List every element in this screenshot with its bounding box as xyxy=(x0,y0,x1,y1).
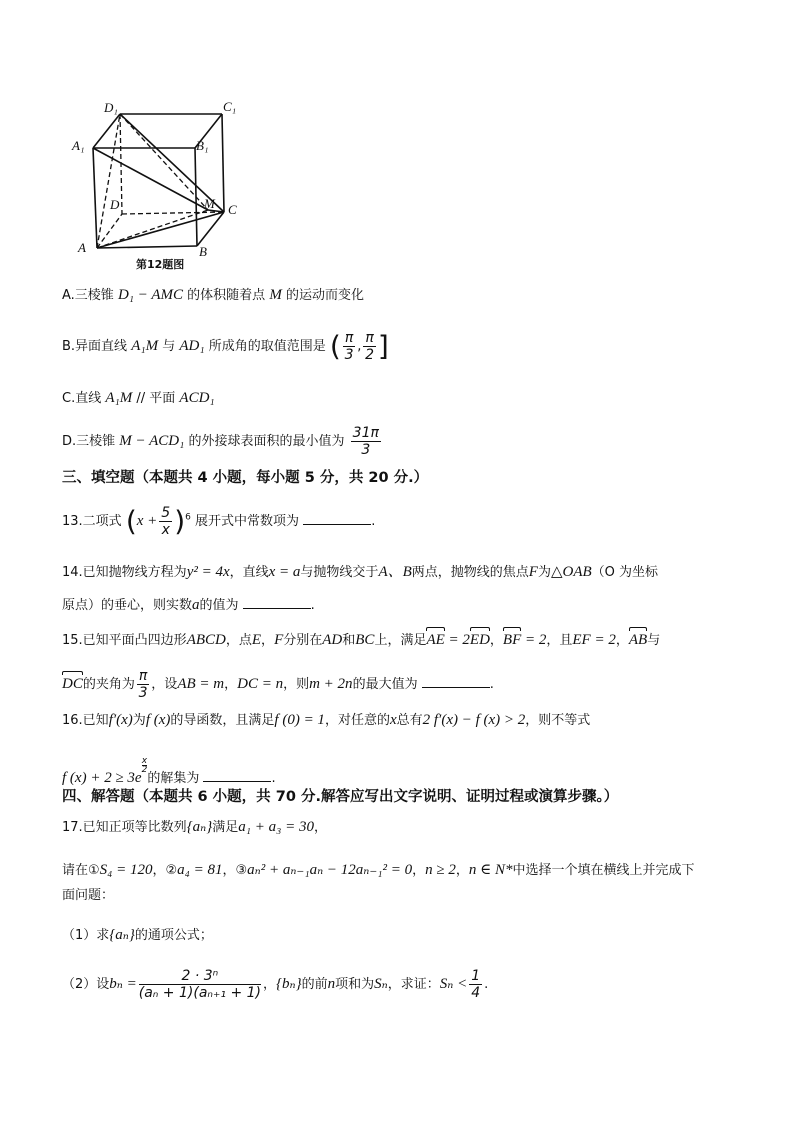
question-17-part-1: （1）求{aₙ}的通项公式； xyxy=(62,927,213,943)
question-15-line-2: DC的夹角为 $\frac{\pi}{3}$ ，设AB = m，DC = n，则m + 2n的最大值为 . xyxy=(62,668,494,701)
q12-option-a: A.三棱锥 D₁ − AMC 的体积随着点 M 的运动而变化 xyxy=(62,287,364,303)
question-17-line-1: 17.已知正项等比数列{aₙ}满足a₁ + a₃ = 30， xyxy=(62,819,327,835)
question-17-line-3: 面问题： xyxy=(62,888,115,903)
question-17-part-2: （2）设bₙ = $\frac{\text{2 · 3ⁿ}}{\text{(aₙ + 1)(aₙ₊₁ + 1)}}$ ，{bₙ}的前n项和为Sₙ，求证：Sₙ < $\frac{1}{4}$ . xyxy=(62,968,489,1001)
question-17-line-2: 请在①S₄ = 120，②a₄ = 81，③aₙ² + aₙ₋₁aₙ − 12aₙ₋₁² = 0，n ≥ 2，n ∈ N*中选择一个填在横线上并完成下 xyxy=(62,862,695,878)
q12-option-c: C.直线 A₁M // 平面 ACD₁ xyxy=(62,390,215,406)
cube-figure xyxy=(60,96,250,276)
fraction-pi-3: $\frac{\pi}{3}$ xyxy=(344,330,354,363)
q12-option-d: D.三棱锥 M − ACD₁ 的外接球表面积的最小值为 $\frac{31\pi}{3}$ xyxy=(62,425,379,458)
question-14-line-2: 原点）的垂心，则实数a的值为 . xyxy=(62,594,315,616)
answer-blank-16[interactable] xyxy=(203,767,271,782)
figure-caption: 第12题图 xyxy=(136,258,185,271)
question-15-line-1: 15.已知平面凸四边形ABCD，点E，F分别在AD和BC上，满足AE = 2ED，BF = 2，且EF = 2，AB与 xyxy=(62,632,661,648)
label-D: D xyxy=(110,197,120,212)
section-answer-title: 四、解答题（本题共 6 小题，共 70 分.解答应写出文字说明、证明过程或演算步骤。） xyxy=(62,789,619,805)
question-14-line-1: 14.已知抛物线方程为y² = 4x，直线x = a与抛物线交于A、B两点，抛物线的焦点F为△OAB（O 为坐标 xyxy=(62,564,659,580)
label-B: B xyxy=(199,244,207,259)
question-16-line-1: 16.已知f′(x)为f (x)的导函数，且满足f (0) = 1，对任意的x总有2 f′(x) − f (x) > 2，则不等式 xyxy=(62,712,591,728)
answer-blank-15[interactable] xyxy=(422,673,490,688)
label-D1: D₁ xyxy=(104,100,118,115)
label-M: M xyxy=(204,196,215,211)
question-16-line-2: f (x) + 2 ≥ 3e $^{\frac{x}{2}}$ 的解集为 . xyxy=(62,756,276,786)
answer-blank-13[interactable] xyxy=(303,510,371,525)
section-fill-in-title: 三、填空题（本题共 4 小题，每小题 5 分，共 20 分.） xyxy=(62,470,429,486)
answer-blank-14[interactable] xyxy=(243,594,311,609)
label-B1: B₁ xyxy=(196,138,209,153)
fraction-pi-2: $\frac{\pi}{2}$ xyxy=(365,330,375,363)
question-13: 13.二项式 (x + $\frac{5}{x}$ )$^6$ 展开式中常数项为 . xyxy=(62,504,376,538)
label-A1: A₁ xyxy=(72,138,85,153)
q12-option-b: B.异面直线 A₁M 与 AD₁ 所成角的取值范围是 ( $\frac{\pi}{3}$ , $\frac{\pi}{2}$ ] xyxy=(62,329,389,363)
label-A: A xyxy=(78,240,86,255)
label-C: C xyxy=(228,202,237,217)
label-C1: C₁ xyxy=(223,99,237,114)
fraction-31pi-3: $\frac{31\pi}{3}$ xyxy=(352,425,379,458)
